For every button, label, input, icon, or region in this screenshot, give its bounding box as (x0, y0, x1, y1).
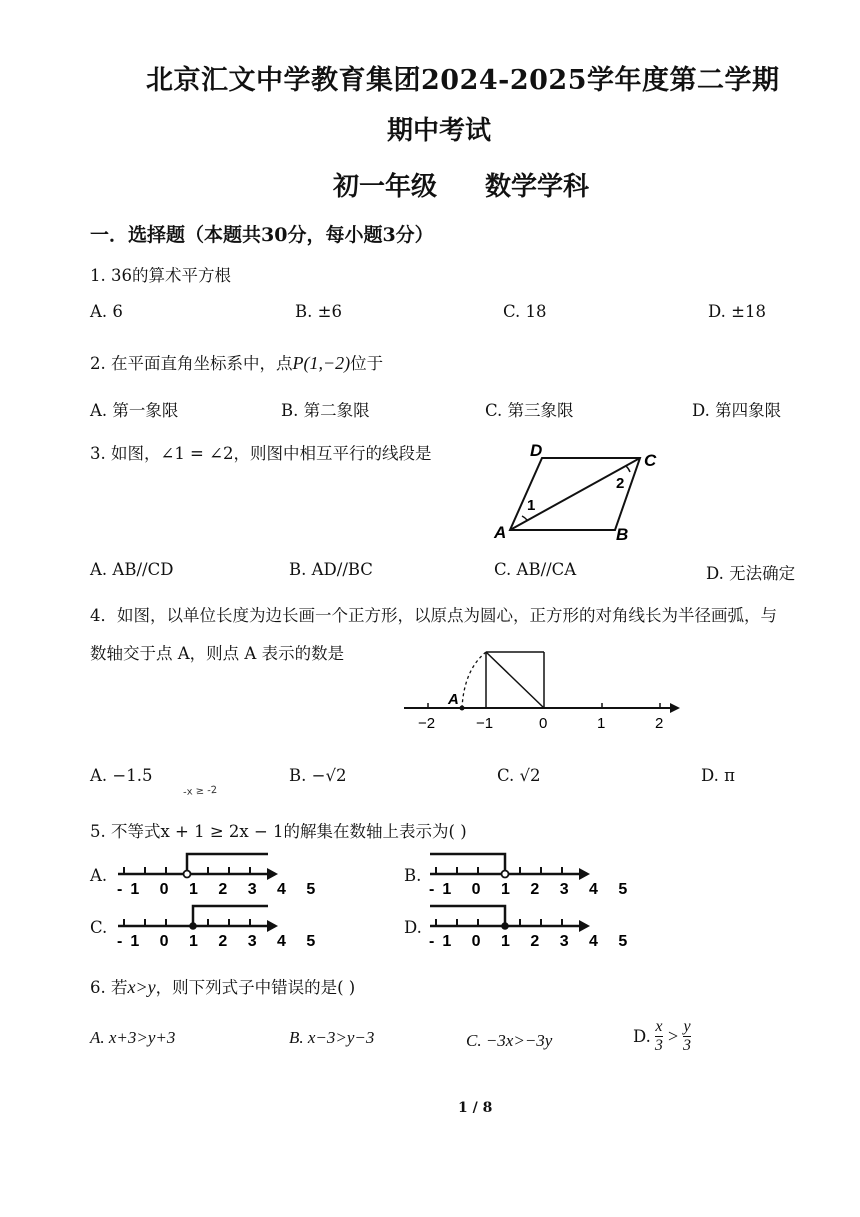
q4-square-diagonal (486, 652, 544, 708)
q4-line1: 4．如图，以单位长度为边长画一个正方形，以原点为圆心，正方形的对角线长为半径画弧，与 (90, 606, 777, 625)
q6-option-a: A. x+3>y+3 (90, 1028, 176, 1047)
q6-option-d-letter: D. (633, 1026, 651, 1046)
q4-number-line-figure (400, 640, 690, 740)
q2-prefix: 2. 在平面直角坐标系中，点 (90, 354, 293, 373)
q6-condition: x>y (127, 977, 156, 997)
q1-option-b: B. ±6 (295, 302, 342, 321)
q4-option-b: B. −√2 (289, 766, 347, 785)
q4-handwritten-note: -x ≥ -2 (182, 784, 218, 799)
q1-text: 1. 36的算术平方根 (90, 266, 231, 285)
q2-option-d: D. 第四象限 (692, 401, 782, 420)
q4-tick-label-1: 1 (597, 715, 606, 732)
q6-prefix: 6. 若 (90, 978, 128, 997)
q3-option-d: D. 无法确定 (706, 564, 796, 583)
q5-a-labels: -1 0 1 2 3 4 5 (117, 881, 324, 898)
q3-label-c: C (644, 451, 657, 470)
q2-point: P(1,−2) (292, 353, 351, 373)
q4-axis-arrow (670, 703, 680, 713)
q6-option-d-operator: > (666, 1025, 680, 1046)
q5-option-a-number-line (112, 848, 324, 900)
q5-option-a-letter: A. (90, 866, 108, 885)
q5-option-c-number-line (112, 900, 324, 952)
q5-option-b-number-line (424, 848, 636, 900)
q4-label-a: A (448, 691, 459, 708)
q5-option-c-letter: C. (90, 918, 108, 937)
q3-angle2-arc (626, 466, 630, 472)
q4-tick-label-neg1: −1 (476, 715, 494, 732)
section-heading: 一．选择题（本题共30分，每小题3分） (90, 224, 434, 246)
q2-text (90, 350, 383, 374)
q5-c-labels: -1 0 1 2 3 4 5 (117, 933, 324, 950)
q1-option-d: D. ±18 (708, 302, 766, 321)
q6-option-d-left-fraction: $\frac{x}{3}$ (654, 1018, 663, 1054)
q4-option-a: A. −1.5 (90, 766, 153, 785)
exam-title: 北京汇文中学教育集团2024-2025学年度第二学期 (146, 65, 780, 96)
q6-option-b: B. x−3>y−3 (289, 1028, 375, 1047)
q4-arc (462, 652, 486, 708)
q3-parallelogram-figure (490, 430, 680, 550)
q3-text: 3. 如图，∠1 = ∠2，则图中相互平行的线段是 (90, 444, 432, 463)
q4-line2: 数轴交于点 A，则点 A 表示的数是 (90, 644, 345, 663)
grade-label: 初一年级 (333, 172, 438, 202)
q5-option-d-letter: D. (404, 918, 422, 937)
q6-text (90, 974, 355, 998)
q5-b-labels: -1 0 1 2 3 4 5 (429, 881, 636, 898)
q6-option-d-right-fraction: $\frac{y}{3}$ (683, 1018, 692, 1054)
q1-option-a: A. 6 (90, 302, 123, 321)
q5-text: 5. 不等式x + 1 ≥ 2x − 1的解集在数轴上表示为( ) (90, 822, 467, 841)
q6-option-c: C. −3x>−3y (466, 1031, 553, 1050)
q3-diagonal-ac (510, 458, 640, 530)
q3-label-angle1: 1 (527, 497, 536, 514)
exam-subtitle: 期中考试 (387, 116, 492, 146)
q2-option-a: A. 第一象限 (90, 401, 179, 420)
q4-tick-label-neg2: −2 (418, 715, 436, 732)
subject-label: 数学学科 (485, 172, 590, 202)
q3-label-angle2: 2 (616, 475, 625, 492)
q3-label-b: B (616, 525, 629, 544)
q2-suffix: 位于 (350, 354, 384, 373)
q4-option-c: C. √2 (497, 766, 541, 785)
q3-option-a: A. AB//CD (90, 560, 174, 579)
q2-option-b: B. 第二象限 (281, 401, 370, 420)
q5-option-d-number-line (424, 900, 636, 952)
q4-option-d: D. π (701, 766, 735, 785)
q5-option-b-letter: B. (404, 866, 422, 885)
q4-tick-label-2: 2 (655, 715, 664, 732)
q3-option-c: C. AB//CA (494, 560, 577, 579)
q4-point-a (460, 706, 465, 711)
q5-d-labels: -1 0 1 2 3 4 5 (429, 933, 636, 950)
q1-option-c: C. 18 (503, 302, 547, 321)
q6-suffix: ，则下列式子中错误的是( ) (155, 978, 356, 997)
q3-label-a: A (494, 523, 507, 542)
page-number: 1 / 8 (458, 1100, 493, 1116)
q2-option-c: C. 第三象限 (485, 401, 574, 420)
q3-option-b: B. AD//BC (289, 560, 373, 579)
q3-angle1-arc (522, 516, 527, 520)
q6-option-d (633, 1018, 691, 1054)
q3-label-d: D (530, 441, 543, 460)
q4-tick-label-0: 0 (539, 715, 548, 732)
